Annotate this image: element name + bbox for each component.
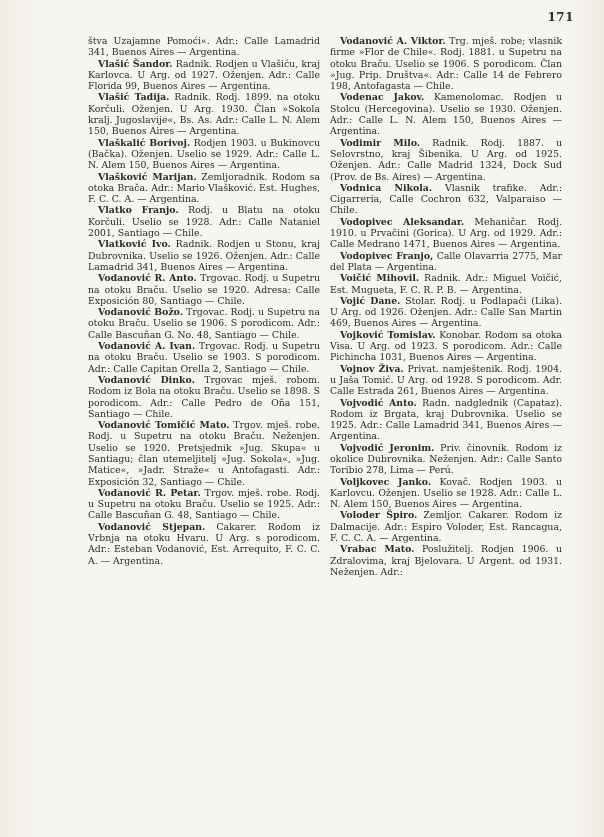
entry-name: Vodenac Jakov.: [340, 92, 425, 104]
directory-entry: [88, 420, 320, 488]
directory-entry: [330, 330, 562, 364]
entry-text: Privat. namještenik. Rodj. 1904. u Jaša Tomić. U Arg. od 1928. S porodicom. Adr. Calle Estrada 261, Buenos Aires — Argentina.: [330, 363, 562, 398]
entry-name: Vlašić Tadija.: [98, 92, 170, 104]
right-column: [330, 36, 562, 578]
entry-name: Vodanović Božo.: [98, 307, 184, 319]
directory-entry: [330, 477, 562, 511]
entry-text: Trgov. mješ. robe. Rodj. u Supetru na otoku Braču. Uselio se 1925. Adr.: Calle Bascuñan G. 48, Santiago — Chile.: [88, 487, 320, 522]
directory-entry: [88, 59, 320, 93]
entry-text: Calle Olavarria 2775, Mar del Plata — Argentina.: [330, 250, 562, 273]
entry-name: Vojković Tomislav.: [340, 329, 436, 341]
entry-text: Radn. nadglednik (Capataz). Rodom iz Brgata, kraj Dubrovnika. Uselio se 1925. Adr.: Calle Lamadrid 341, Buenos Aires — Argentina.: [330, 397, 562, 443]
directory-entry: [88, 205, 320, 239]
left-column: [88, 36, 320, 567]
entry-name: Vojvodić Anto.: [340, 397, 417, 409]
entry-name: Vodanović A. Viktor.: [340, 36, 446, 47]
entry-name: Vodopivec Aleksandar.: [340, 216, 465, 228]
directory-entry: [330, 138, 562, 183]
entry-text: Rodjen 1903. u Bukinovcu (Bačka). Oženjen. Uselio se 1929. Adr.: Calle L. N. Alem 150, Buenos Aires — Argentina.: [88, 137, 320, 172]
directory-entry: [88, 341, 320, 375]
entry-text: Poslužitelj. Rodjen 1906. u Zdralovima, kraj Bjelovara. U Argent. od 1931. Neženjen. Adr.:: [330, 544, 562, 578]
entry-name: Vodanović R. Anto.: [98, 273, 197, 285]
entry-text: Cakarer. Rodom iz Vrbnja na otoku Hvaru. U Arg. s porodicom. Adr.: Esteban Vodanović, Est. Arrequito, F. C. C. A. — Argentina.: [88, 521, 320, 567]
entry-name: Voljkovec Janko.: [340, 476, 432, 488]
directory-entry: [88, 138, 320, 172]
directory-entry: [330, 510, 562, 544]
directory-entry: [330, 398, 562, 443]
entry-text: štva Uzajamne Pomoći«. Adr.: Calle Lamadrid 341, Buenos Aires — Argentina.: [88, 36, 320, 59]
entry-text: Kamenolomac. Rodjen u Stolcu (Hercegovina). Uselio se 1930. Oženjen. Adr.: Calle L. N. Alem 150, Buenos Aires — Argentina.: [330, 92, 562, 138]
entry-text: Priv. činovnik. Rodom iz okolice Dubrovnika. Neženjen. Adr.: Calle Santo Toribio 278, Lima — Perú.: [330, 442, 562, 477]
entry-text: Radnik. Rodj. 1899. na otoku Korčuli. Oženjen. U Arg. 1930. Član »Sokola kralj. Jugoslavije«, Bs. As. Adr.: Calle L. N. Alem 150, Buenos Aires — Argentina.: [88, 92, 320, 138]
directory-entry: [330, 183, 562, 217]
directory-entry: [330, 92, 562, 137]
directory-entry: [88, 375, 320, 420]
entry-name: Vrabac Mato.: [340, 544, 415, 556]
entry-text: Zemljor. Cakarer. Rodom iz Dalmacije. Adr.: Espiro Voloder, Est. Rancagua, F. C. C. A. — Argentina.: [330, 510, 562, 545]
entry-name: Vodanović Dinko.: [98, 374, 195, 386]
entry-name: Voičić Mihovil.: [340, 273, 420, 285]
entry-text: Trgovac. Rodj. u Supetru na otoku Braču. Uselio se 1920. Adresa: Calle Exposición 80, Santiago — Chile.: [88, 273, 320, 307]
entry-text: Trgovac mješ. robom. Rodom iz Bola na otoku Braču. Uselio se 1898. S porodicom. Adr.: Calle Pedro de Oña 151, Santiago — Chile.: [88, 374, 320, 420]
entry-text: Kovač. Rodjen 1903. u Karlovcu. Oženjen. Uselio se 1928. Adr.: Calle L. N. Alem 150, Buenos Aires — Argentina.: [330, 476, 563, 511]
directory-entry: [88, 239, 320, 273]
entry-name: Vodanović Tomičić Mato.: [98, 420, 230, 432]
directory-entry: [330, 364, 562, 398]
directory-entry: [88, 36, 320, 59]
directory-entry: [330, 443, 562, 477]
directory-entry: [330, 217, 562, 251]
entry-text: Vlasnik trafike. Adr.: Cigarreria, Calle Cochron 632, Valparaiso — Chile.: [330, 182, 562, 217]
entry-name: Vodimir Milo.: [340, 137, 421, 149]
entry-name: Vojvodić Jeronim.: [340, 442, 435, 454]
entry-name: Vodanović Stjepan.: [98, 521, 206, 533]
entry-text: Rodj. u Blatu na otoku Korčuli. Uselio se 1928. Adr.: Calle Nataniel 2001, Santiago — Chile.: [88, 205, 320, 240]
entry-text: Radnik. Adr.: Miguel Voičić, Est. Mugueta, F. C. R. P. B. — Argentina.: [330, 273, 562, 296]
entry-name: Vodnica Nikola.: [340, 182, 433, 194]
entry-name: Vojnov Živa.: [340, 363, 404, 375]
entry-name: Voloder Špiro.: [340, 510, 418, 522]
entry-name: Vodanović A. Ivan.: [98, 341, 196, 353]
directory-entry: [330, 544, 562, 578]
entry-text: Trg. mješ. robe; vlasnik firme »Flor de Chile«. Rodj. 1881. u Supetru na otoku Braču. Uselio se 1906. S porodicom. Član »Jug. Prip. Društva«. Adr.: Calle 14 de Febrero 198, Antofagasta — Chile.: [330, 36, 563, 93]
entry-name: Vlatko Franjo.: [98, 205, 179, 217]
directory-entry: [330, 296, 562, 330]
directory-entry: [88, 92, 320, 137]
directory-entry: [330, 273, 562, 296]
entry-name: Vojić Dane.: [340, 295, 401, 307]
directory-entry: [88, 307, 320, 341]
entry-text: Radnik. Rodjen u Stonu, kraj Dubrovnika. Uselio se 1926. Oženjen. Adr.: Calle Lamadrid 341, Buenos Aires — Argentina.: [88, 239, 321, 273]
entry-text: Trgovac. Rodj. u Supetru na otoku Braču. Uselio se 1903. S porodicom. Adr.: Calle Capitan Orella 2, Santiago — Chile.: [88, 341, 320, 375]
entry-text: Mehaničar. Rodj. 1910. u Prvačini (Gorica). U Arg. od 1929. Adr.: Calle Medrano 1471, Buenos Aires — Argentina.: [330, 216, 562, 251]
entry-text: Radnik. Rodj. 1887. u Selovrstno, kraj Šibenika. U Arg. od 1925. Oženjen. Adr.: Calle Madrid 1324, Dock Sud (Prov. de Bs. Aires) — Argentina.: [330, 137, 562, 183]
entry-name: Vlatković Ivo.: [98, 239, 171, 251]
entry-text: Trgovac. Rodj. u Supetru na otoku Braču. Uselio se 1906. S porodicom. Adr.: Calle Bascuñan G. No. 48, Santiago — Chile.: [88, 307, 320, 341]
entry-text: Konobar. Rodom sa otoka Visa. U Arg. od 1923. S porodicom. Adr.: Calle Pichincha 1031, Buenos Aires — Argentina.: [330, 329, 562, 364]
entry-name: Vlašković Marijan.: [98, 171, 197, 183]
directory-entry: [88, 172, 320, 206]
directory-entry: [88, 488, 320, 522]
entry-text: Trgov. mješ. robe. Rodj. u Supetru na otoku Braču. Neženjen. Uselio se 1920. Pretsjednik »Jug. Skupa« u Santiagu; član utemeljitelj »Jug. Sokola«, »Jug. Matice«, »Jadr. Straže« u Antofagasti. Adr.: Exposición 32, Santiago — Chile.: [88, 420, 321, 488]
directory-entry: [330, 251, 562, 274]
entry-name: Vlašić Šandor.: [98, 58, 173, 70]
directory-entry: [88, 522, 320, 567]
directory-entry: [330, 36, 562, 92]
entry-text: Stolar. Rodj. u Podlapači (Lika). U Arg. od 1926. Oženjen. Adr.: Calle San Martin 469, Buenos Aires — Argentina.: [330, 295, 562, 330]
directory-entry: [88, 273, 320, 307]
entry-name: Vodopivec Franjo,: [340, 250, 434, 262]
entry-text: Zemljoradnik. Rodom sa otoka Brača. Adr.: Mario Vlašković. Est. Hughes, F. C. C. A. — Argentina.: [88, 171, 320, 206]
entry-text: Radnik. Rodjen u Vlašiću, kraj Karlovca. U Arg. od 1927. Oženjen. Adr.: Calle Florida 99, Buenos Aires — Argentina.: [88, 58, 320, 93]
page-number: 171: [547, 10, 574, 24]
entry-name: Vodanović R. Petar.: [98, 487, 201, 499]
entry-name: Vlaškalić Borivoj.: [98, 137, 191, 149]
